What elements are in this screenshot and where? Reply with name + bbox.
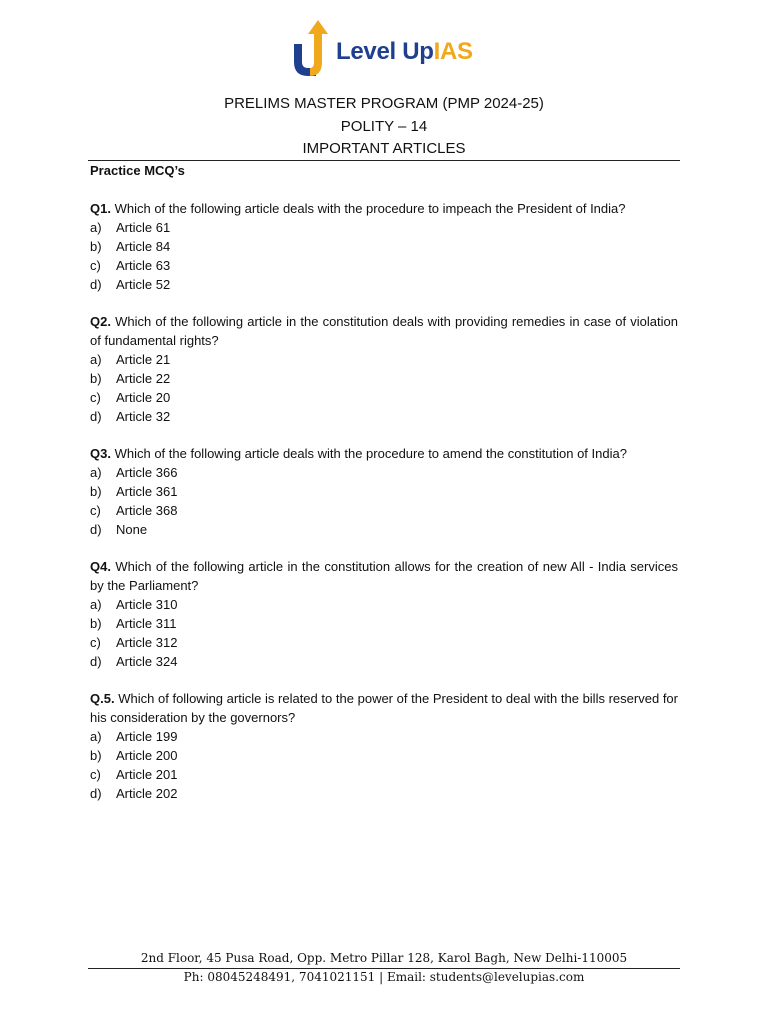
question-block: [90, 689, 678, 803]
subject-title: POLITY – 14: [340, 118, 428, 135]
option-text: Article 200: [116, 748, 178, 763]
option-text: Article 22: [116, 371, 171, 386]
option-item: [90, 237, 678, 256]
question-number: Q3.: [90, 446, 111, 461]
question-stem: Which of following article is related to the power of the President to deal with the bills reserved for his consideration by the governors?: [90, 691, 678, 725]
option-text: Article 20: [116, 390, 171, 405]
option-item: [90, 614, 678, 633]
option-text: Article 368: [116, 503, 178, 518]
question-stem: Which of the following article deals with the procedure to amend the constitution of India?: [114, 446, 627, 461]
brand-name: [336, 38, 473, 66]
header-divider: [88, 160, 680, 161]
option-letter: b): [90, 484, 102, 499]
option-letter: b): [90, 371, 102, 386]
option-text: Article 312: [116, 635, 178, 650]
option-text: Article 61: [116, 220, 171, 235]
question-stem: Which of the following article deals with the procedure to impeach the President of India?: [114, 201, 626, 216]
option-letter: a): [90, 597, 102, 612]
option-item: [90, 765, 678, 784]
option-text: Article 52: [116, 277, 171, 292]
option-letter: d): [90, 654, 102, 669]
question-block: [90, 312, 678, 426]
option-item: [90, 784, 678, 803]
footer-contact: Ph: 08045248491, 7041021151 | Email: students@levelupias.com: [183, 970, 585, 984]
question-number: Q2.: [90, 314, 111, 329]
option-item: [90, 482, 678, 501]
option-letter: a): [90, 352, 102, 367]
section-title: Practice MCQ’s: [90, 163, 185, 178]
option-item: [90, 218, 678, 237]
option-item: [90, 727, 678, 746]
brand-name-main: Level Up: [336, 38, 434, 65]
topic-title: IMPORTANT ARTICLES: [302, 140, 466, 157]
question-text: [90, 689, 678, 727]
option-letter: a): [90, 729, 102, 744]
option-text: None: [116, 522, 148, 537]
option-letter: c): [90, 258, 101, 273]
brand-logo: [290, 18, 490, 82]
option-text: Article 32: [116, 409, 171, 424]
option-item: [90, 369, 678, 388]
option-letter: a): [90, 220, 102, 235]
option-item: [90, 520, 678, 539]
question-text: [90, 312, 678, 350]
option-item: [90, 595, 678, 614]
option-letter: b): [90, 748, 102, 763]
question-number: Q4.: [90, 559, 111, 574]
footer-address: 2nd Floor, 45 Pusa Road, Opp. Metro Pillar 128, Karol Bagh, New Delhi-110005: [140, 951, 628, 965]
option-letter: a): [90, 465, 102, 480]
option-text: Article 199: [116, 729, 178, 744]
option-text: Article 324: [116, 654, 178, 669]
level-up-arrow-icon: [290, 18, 334, 82]
question-text: [90, 199, 678, 218]
option-text: Article 310: [116, 597, 178, 612]
option-text: Article 202: [116, 786, 178, 801]
option-text: Article 201: [116, 767, 178, 782]
option-text: Article 361: [116, 484, 178, 499]
option-letter: d): [90, 409, 102, 424]
option-item: [90, 463, 678, 482]
option-item: [90, 256, 678, 275]
option-letter: d): [90, 522, 102, 537]
footer-divider: [88, 968, 680, 969]
option-text: Article 84: [116, 239, 171, 254]
option-letter: c): [90, 503, 101, 518]
option-text: Article 311: [116, 616, 177, 631]
option-item: [90, 501, 678, 520]
option-letter: d): [90, 786, 102, 801]
question-block: [90, 199, 678, 294]
option-letter: d): [90, 277, 102, 292]
option-text: Article 63: [116, 258, 171, 273]
option-item: [90, 746, 678, 765]
option-letter: c): [90, 767, 101, 782]
option-item: [90, 633, 678, 652]
question-list: [90, 199, 678, 821]
option-item: [90, 652, 678, 671]
question-text: [90, 557, 678, 595]
option-text: Article 21: [116, 352, 171, 367]
option-item: [90, 388, 678, 407]
program-title: PRELIMS MASTER PROGRAM (PMP 2024-25): [224, 95, 544, 112]
option-item: [90, 275, 678, 294]
option-item: [90, 350, 678, 369]
option-letter: c): [90, 635, 101, 650]
option-item: [90, 407, 678, 426]
question-stem: Which of the following article in the constitution deals with providing remedies in case of violation of fundamental rights?: [90, 314, 678, 348]
question-number: Q.5.: [90, 691, 115, 706]
option-letter: b): [90, 616, 102, 631]
option-text: Article 366: [116, 465, 178, 480]
question-block: [90, 444, 678, 539]
question-number: Q1.: [90, 201, 111, 216]
question-text: [90, 444, 678, 463]
brand-name-accent: IAS: [433, 38, 473, 65]
option-letter: c): [90, 390, 101, 405]
option-letter: b): [90, 239, 102, 254]
question-stem: Which of the following article in the constitution allows for the creation of new All - India services by the Parliament?: [90, 559, 678, 593]
question-block: [90, 557, 678, 671]
